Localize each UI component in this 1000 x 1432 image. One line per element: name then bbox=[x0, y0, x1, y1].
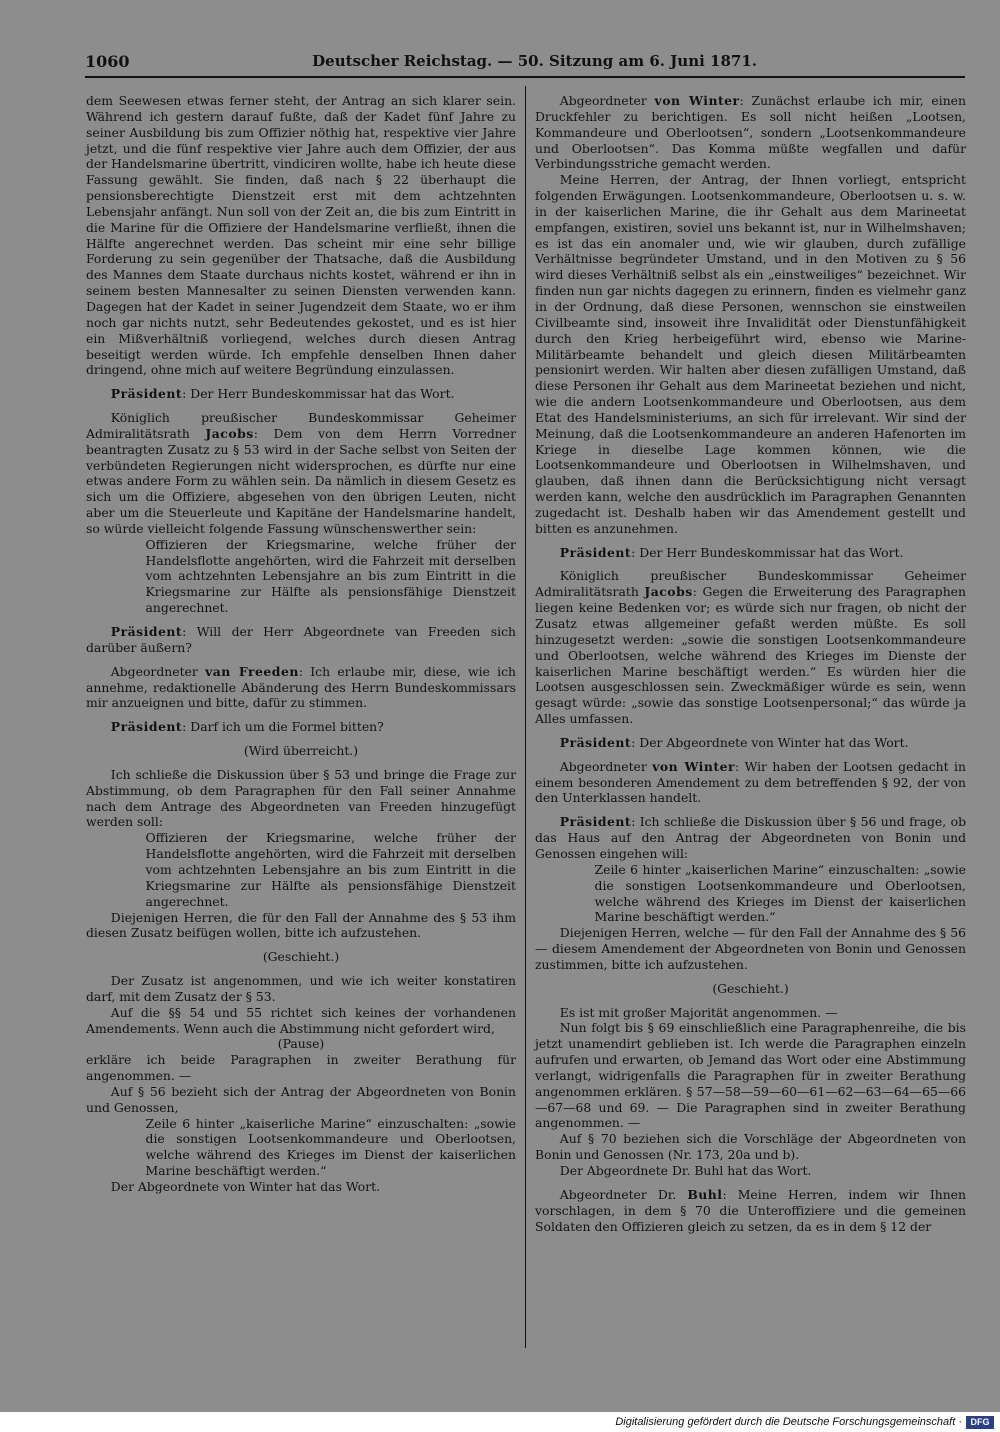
speaker-name: von Winter bbox=[654, 93, 740, 108]
paragraph-text: (Geschieht.) bbox=[262, 949, 340, 965]
paragraph bbox=[146, 1116, 516, 1179]
right-column bbox=[535, 93, 966, 1234]
paragraph-text: Zeile 6 hinter „kaiserliche Marine“ einzuschalten: „sowie die sonstigen Lootsenkommandeure und Oberlootsen, welche während des Krieges im Dienst der kaiserlichen Marine beschäftigt werden.“ bbox=[145, 1115, 516, 1179]
paragraph bbox=[535, 1187, 966, 1235]
paragraph bbox=[86, 1084, 516, 1116]
paragraph-text: : Gegen die Erweiterung des Paragraphen liegen keine Bedenken vor; es würde sich nur fragen, ob nicht der Zusatz etwas allgemeiner gefaßt werden müßte. Es soll hinzugesetzt werden: „sowie die sonstigen Lootsenkommandeure und Oberlootsen, welche während des Krieges im Dienste der kaiserlichen Marine beschäftigt werden.“ Es würden hier die Lootsen ausgeschlossen sein. Zweckmäßiger würde es sein, wenn gesagt würde: „sowie das sonstige Lootsenpersonal;“ das würde ja Alles umfassen. bbox=[535, 584, 966, 727]
paragraph-text: : Dem von dem Herrn Vorredner beantragten Zusatz zu § 53 wird in der Sache selbst von Seiten der verbündeten Regierungen nicht widersprochen, es dürfte nur eine etwas andere Form zu wählen sein. Da nämlich in diesem Gesetz es sich um die Offiziere, abgesehen von den übrigen Leuten, nicht aber um die Steuerleute und Kapitäne der Handelsmarine handelt, so würde vielleicht folgende Fassung wünschenswerther sein: bbox=[86, 425, 516, 536]
paragraph bbox=[86, 1005, 516, 1037]
paragraph-text: : Der Herr Bundeskommissar hat das Wort. bbox=[631, 544, 904, 560]
paragraph bbox=[86, 910, 516, 942]
speaker-name: Präsident bbox=[559, 734, 632, 750]
paragraph bbox=[535, 568, 966, 726]
paragraph bbox=[535, 545, 966, 561]
paragraph bbox=[86, 743, 516, 759]
running-title: Deutscher Reichstag. — 50. Sitzung am 6. Juni 1871. bbox=[312, 52, 757, 70]
paragraph-text: : Zunächst erlaube ich mir, einen Druckfehler zu berichtigen. Es soll nicht heißen „Lootsen, Kommandeure und Oberlootsen“, sondern „Lootsenkommandeure und Oberlootsen“. Das Komma müßte wegfallen und dafür Verbindungsstriche gemacht werden. bbox=[535, 93, 966, 172]
speaker-name: Präsident bbox=[110, 624, 183, 639]
paragraph-text: Auf § 70 beziehen sich die Vorschläge der Abgeordneten von Bonin und Genossen (Nr. 173, 20a und b). bbox=[535, 1131, 966, 1163]
paragraph-text: Auf § 56 bezieht sich der Antrag der Abgeordneten von Bonin und Genossen, bbox=[86, 1083, 516, 1115]
speaker-name: Präsident bbox=[559, 544, 632, 560]
page-number: 1060 bbox=[85, 52, 130, 71]
left-column bbox=[86, 93, 516, 1195]
paragraph-text: : Der Herr Bundeskommissar hat das Wort. bbox=[182, 386, 455, 402]
paragraph-text: Offizieren der Kriegsmarine, welche früher der Handelsflotte angehörten, wird die Fahrzeit mit derselben vom achtzehnten Lebensjahre an bis zum Eintritt in die Kriegsmarine zur Hälfte als pensionsfähige Dienstzeit angerechnet. bbox=[145, 536, 516, 616]
paragraph-text: : Der Abgeordnete von Winter hat das Wort. bbox=[631, 734, 909, 750]
paragraph-text: Es ist mit großer Majorität angenommen. — bbox=[559, 1004, 838, 1020]
speaker-name: Präsident bbox=[110, 719, 183, 735]
paragraph-text: erkläre ich beide Paragraphen in zweiter Berathung für angenommen. — bbox=[86, 1052, 516, 1084]
paragraph bbox=[86, 973, 516, 1005]
paragraph-text: : Wir haben der Lootsen gedacht in einem besonderen Amendement zu dem betreffenden § 92, der von den Unterklassen handelt. bbox=[535, 758, 966, 806]
dfg-logo: DFG bbox=[966, 1416, 994, 1429]
paragraph-text: : Meine Herren, indem wir Ihnen vorschlagen, in dem § 70 die Unteroffiziere und die gemeinen Soldaten den Offizieren gleich zu setzen, da es in dem § 12 der bbox=[535, 1186, 966, 1234]
paragraph bbox=[86, 664, 516, 712]
paragraph bbox=[86, 1052, 516, 1084]
paragraph-text: Nun folgt bis § 69 einschließlich eine Paragraphenreihe, die bis jetzt unamendirt geblieben ist. Ich werde die Paragraphen einzeln aufrufen und erwarten, ob Jemand das Wort oder eine Abstimmung verlangt, widrigenfalls die Paragraphen für in zweiter Berathung angenommen erklären. § 57—58—59—60—61—62—63—64—65—66—67—68 und 69. — Die Paragraphen sind in zweiter Berathung angenommen. — bbox=[535, 1020, 966, 1131]
paragraph-text: : Will der Herr Abgeordnete van Freeden sich darüber äußern? bbox=[86, 624, 516, 655]
paragraph-text: Abgeordneter bbox=[559, 93, 655, 108]
page-header bbox=[85, 52, 967, 74]
paragraph bbox=[535, 925, 966, 973]
paragraph-text: Abgeordneter Dr. bbox=[559, 1186, 688, 1202]
paragraph-text: (Geschieht.) bbox=[712, 980, 789, 996]
paragraph bbox=[535, 814, 966, 862]
paragraph-text: Der Abgeordnete von Winter hat das Wort. bbox=[110, 1179, 381, 1194]
paragraph-text: : Ich erlaube mir, diese, wie ich annehme, redaktionelle Abänderung des Herrn Bundeskommissars mir anzueignen und bitte, dafür zu stimmen. bbox=[86, 663, 517, 711]
paragraph-text: Meine Herren, der Antrag, der Ihnen vorliegt, entspricht folgenden Erwägungen. Lootsenkommandeure, Oberlootsen u. s. w. in der kaiserlichen Marine, die ihr Gehalt aus dem Marineetat empfangen, existiren, soviel uns bekannt ist, nur in Wilhelmshaven; es ist das ein anomaler und, wie wir glauben, durch zufällige Verhältnisse begründeter Umstand, und in den Motiven zu § 56 wird dieses Verhältniß selbst als ein „einstweiliges“ bezeichnet. Wir finden nun gar nichts dagegen zu erinnern, finden es vielmehr ganz in der Ordnung, daß diese Personen, wennschon sie einstweilen Civilbeamte sind, insoweit ihre Invalidität oder Dienstunfähigkeit durch den Krieg herbeigeführt wird, ebenso wie Marine-Militärbeamte behandelt und gleich diesen Militärbeamten pensionirt werden. Wir halten aber diesen zufälligen Umstand, daß diese Personen ihr Gehalt aus dem Marineetat beziehen und nicht, wie die andern Lootsenkommandeure und Oberlootsen, aus dem Etat des Handelsministeriums, an sich für irrelevant. Wir sind der Meinung, daß die Lootsenkommandeure an anderen Hafenorten im Kriege in dieselbe Lage kommen können, wie die Lootsenkommandeure und Oberlootsen in Wilhelmshaven, und glauben, daß ihnen dann die Berücksichtigung nicht versagt werden kann, welche den ausdrücklich im Paragraphen Genannten zugedacht ist. Deshalb haben wir das Amendement gestellt und bitten es anzunehmen. bbox=[535, 172, 966, 536]
paragraph-text: Abgeordneter bbox=[559, 758, 653, 774]
paragraph bbox=[146, 537, 516, 616]
paragraph-text: Diejenigen Herren, welche — für den Fall der Annahme des § 56 — diesem Amendement der Abgeordneten von Bonin und Genossen zustimmen, bitte ich aufzustehen. bbox=[535, 925, 966, 972]
paragraph-text: Königlich preußischer Bundeskommissar Geheimer Admiralitätsrath bbox=[86, 410, 516, 441]
paragraph bbox=[86, 767, 516, 830]
footer bbox=[0, 1414, 1000, 1432]
paragraph bbox=[86, 93, 516, 378]
speaker-name: Präsident bbox=[110, 386, 183, 402]
column-divider bbox=[525, 86, 526, 1348]
paragraph bbox=[535, 172, 966, 536]
paragraph bbox=[86, 1179, 516, 1195]
paragraph-text: Abgeordneter bbox=[110, 663, 206, 679]
speaker-name: Jacobs bbox=[644, 584, 693, 600]
paragraph-text: (Wird überreicht.) bbox=[243, 743, 359, 759]
paragraph-text: Diejenigen Herren, die für den Fall der Annahme des § 53 ihm diesen Zusatz beifügen wollen, bitte ich aufzustehen. bbox=[86, 909, 516, 941]
paragraph-text: Offizieren der Kriegsmarine, welche früher der Handelsflotte angehörten, wird die Fahrzeit mit derselben vom achtzehnten Lebensjahre an bis zum Eintritt in die Kriegsmarine zur Hälfte als pensionsfähige Dienstzeit angerechnet. bbox=[145, 830, 516, 909]
paragraph bbox=[535, 1131, 966, 1163]
speaker-name: von Winter bbox=[652, 758, 735, 774]
paragraph-text: Der Zusatz ist angenommen, und wie ich weiter konstatiren darf, mit dem Zusatz der § 53. bbox=[86, 973, 516, 1004]
paragraph bbox=[86, 949, 516, 965]
paragraph bbox=[86, 624, 516, 656]
paragraph bbox=[535, 1020, 966, 1131]
paragraph-text: Zeile 6 hinter „kaiserlichen Marine“ einzuschalten: „sowie die sonstigen Lootsenkommandeure und Oberlootsen, welche während des Krieges im Dienst der kaiserlichen Marine beschäftigt werden.“ bbox=[594, 861, 966, 925]
paragraph-text: Ich schließe die Diskussion über § 53 und bringe die Frage zur Abstimmung, ob dem Paragraphen für den Fall seiner Annahme nach dem Antrage des Abgeordneten van Freeden hinzugefügt werden soll: bbox=[86, 766, 516, 830]
paragraph-text: : Ich schließe die Diskussion über § 56 und frage, ob das Haus auf den Antrag der Abgeordneten von Bonin und Genossen eingehen will: bbox=[535, 814, 966, 861]
paragraph bbox=[535, 981, 966, 997]
paragraph bbox=[535, 1163, 966, 1179]
paragraph bbox=[535, 759, 966, 807]
paragraph bbox=[535, 1005, 966, 1021]
funding-credit: Digitalisierung gefördert durch die Deutsche Forschungsgemeinschaft · bbox=[615, 1416, 962, 1428]
paragraph-text: (Pause) bbox=[277, 1036, 325, 1052]
paragraph-text: Der Abgeordnete Dr. Buhl hat das Wort. bbox=[559, 1163, 812, 1178]
paragraph-text: Königlich preußischer Bundeskommissar Geheimer Admiralitätsrath bbox=[535, 568, 966, 600]
speaker-name: Jacobs bbox=[205, 425, 254, 441]
paragraph bbox=[535, 93, 966, 172]
speaker-name: Präsident bbox=[559, 814, 632, 830]
paragraph bbox=[86, 386, 516, 402]
paragraph bbox=[86, 410, 516, 537]
paragraph-text: Auf die §§ 54 und 55 richtet sich keines der vorhandenen Amendements. Wenn auch die Abstimmung nicht gefordert wird, bbox=[86, 1004, 516, 1036]
paragraph bbox=[146, 830, 516, 909]
speaker-name: van Freeden bbox=[205, 663, 299, 679]
paragraph bbox=[86, 1036, 516, 1052]
header-rule bbox=[85, 76, 965, 78]
paragraph bbox=[535, 735, 966, 751]
paragraph-text: dem Seewesen etwas ferner steht, der Antrag an sich klarer sein. Während ich gestern darauf fußte, daß der Kadet fünf Jahre zu seiner Ausbildung bis zum Offizier nöthig hat, respektive vier Jahre jetzt, und die fünf respektive vier Jahre auch dem Offizier, der aus der Handelsmarine übertritt, vindiciren wollte, habe ich heute diese Fassung gewählt. Sie finden, daß nach § 22 überhaupt die pensionsberechtigte Dienstzeit erst mit dem achtzehnten Lebensjahr anfängt. Nun soll von der Zeit an, die bis zum Eintritt in die Marine für die Offiziere der Handelsmarine verfließt, ihnen die Hälfte angerechnet werden. Das scheint mir eine sehr billige Forderung zu sein gegenüber der Thatsache, daß die Ausbildung des Mannes dem Staate durchaus nichts kostet, während er ihn in seinem besten Mannesalter zu seinen Diensten verwenden kann. Dagegen hat der Kadet in seiner Jugendzeit dem Staate, wo er ihm noch gar nichts nutzt, sehr Bedeutendes gekostet, und es ist hier ein Mißverhältniß vorliegend, welches durch diesen Antrag beseitigt werden würde. Ich empfehle denselben Ihnen daher dringend, ohne mich auf weitere Begründung einzulassen. bbox=[86, 93, 516, 378]
paragraph bbox=[86, 719, 516, 735]
paragraph bbox=[595, 862, 966, 925]
paragraph-text: : Darf ich um die Formel bitten? bbox=[182, 719, 384, 735]
speaker-name: Buhl bbox=[687, 1186, 723, 1202]
